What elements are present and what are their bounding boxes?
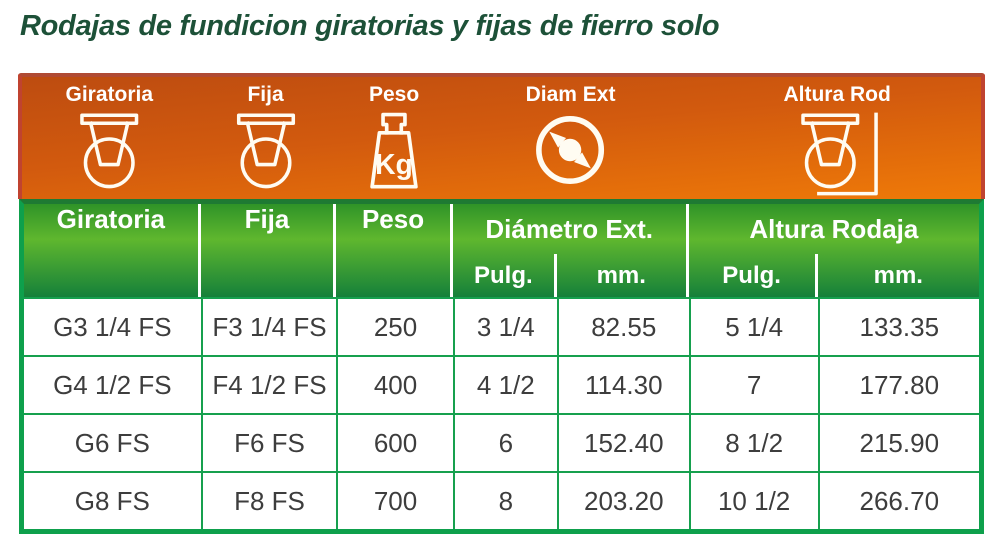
table-header [24,204,979,297]
legend-altura-rod-label: Altura Rod [783,83,891,106]
legend-giratoria-label: Giratoria [65,83,154,106]
subheader-diametro-pulg: Pulg. [453,254,557,297]
table-body [24,297,979,529]
subheader-altura-pulg: Pulg. [689,254,818,297]
diameter-icon [531,110,611,190]
spec-cell: G4 1/2 FS [24,355,201,413]
icon-legend-banner [18,73,985,199]
table-row [24,355,979,413]
spec-cell: F4 1/2 FS [201,355,337,413]
caster-height-icon [790,110,884,198]
legend-peso-label: Peso [368,83,420,106]
page-title: Rodajas de fundicion giratorias y fijas de fierro solo [20,10,720,42]
caster-spec-table [19,199,984,534]
subheader-altura-mm: mm. [873,261,923,289]
spec-cell: 7 [689,355,818,413]
spec-cell: 8 1/2 [689,413,818,471]
spec-cell: F6 FS [201,413,337,471]
weight-kg-label: Kg [375,147,413,180]
legend-fija-label: Fija [247,83,284,106]
spec-cell: 133.35 [818,297,979,355]
spec-cell: 250 [336,297,453,355]
spec-cell: 6 [453,413,557,471]
legend-peso [362,83,426,194]
spec-cell: G8 FS [24,471,201,529]
spec-cell: 4 1/2 [453,355,557,413]
spec-cell: 600 [336,413,453,471]
spec-cell: 215.90 [818,413,979,471]
spec-cell: 400 [336,355,453,413]
weight-kg-icon [362,110,426,194]
spec-cell: F8 FS [201,471,337,529]
spec-cell: 177.80 [818,355,979,413]
spec-cell: 203.20 [557,471,689,529]
spec-cell: G3 1/4 FS [24,297,201,355]
spec-cell: G6 FS [24,413,201,471]
legend-diam-ext-label: Diam Ext [525,83,616,106]
spec-cell: 5 1/4 [689,297,818,355]
spec-cell: 82.55 [557,297,689,355]
legend-fija [226,83,306,198]
swivel-caster-icon [69,110,149,198]
header-fija: Fija [201,204,337,297]
spec-cell: 152.40 [557,413,689,471]
header-peso: Peso [336,204,453,297]
fixed-caster-icon [226,110,306,198]
table-row [24,413,979,471]
header-altura-rodaja: Altura Rodaja [749,213,919,244]
spec-cell: 700 [336,471,453,529]
header-row-main [24,204,979,254]
spec-cell: 266.70 [818,471,979,529]
spec-cell: 114.30 [557,355,689,413]
spec-cell: 8 [453,471,557,529]
spec-cell: 10 1/2 [689,471,818,529]
spec-cell: F3 1/4 FS [201,297,337,355]
table-row [24,297,979,355]
header-giratoria: Giratoria [24,204,201,297]
subheader-diametro-mm: mm. [557,254,689,297]
header-diametro-ext: Diámetro Ext. [453,204,689,254]
legend-diam-ext [526,83,616,190]
spec-cell: 3 1/4 [453,297,557,355]
legend-giratoria [66,83,154,198]
table-row [24,471,979,529]
legend-altura-rod [783,83,890,198]
